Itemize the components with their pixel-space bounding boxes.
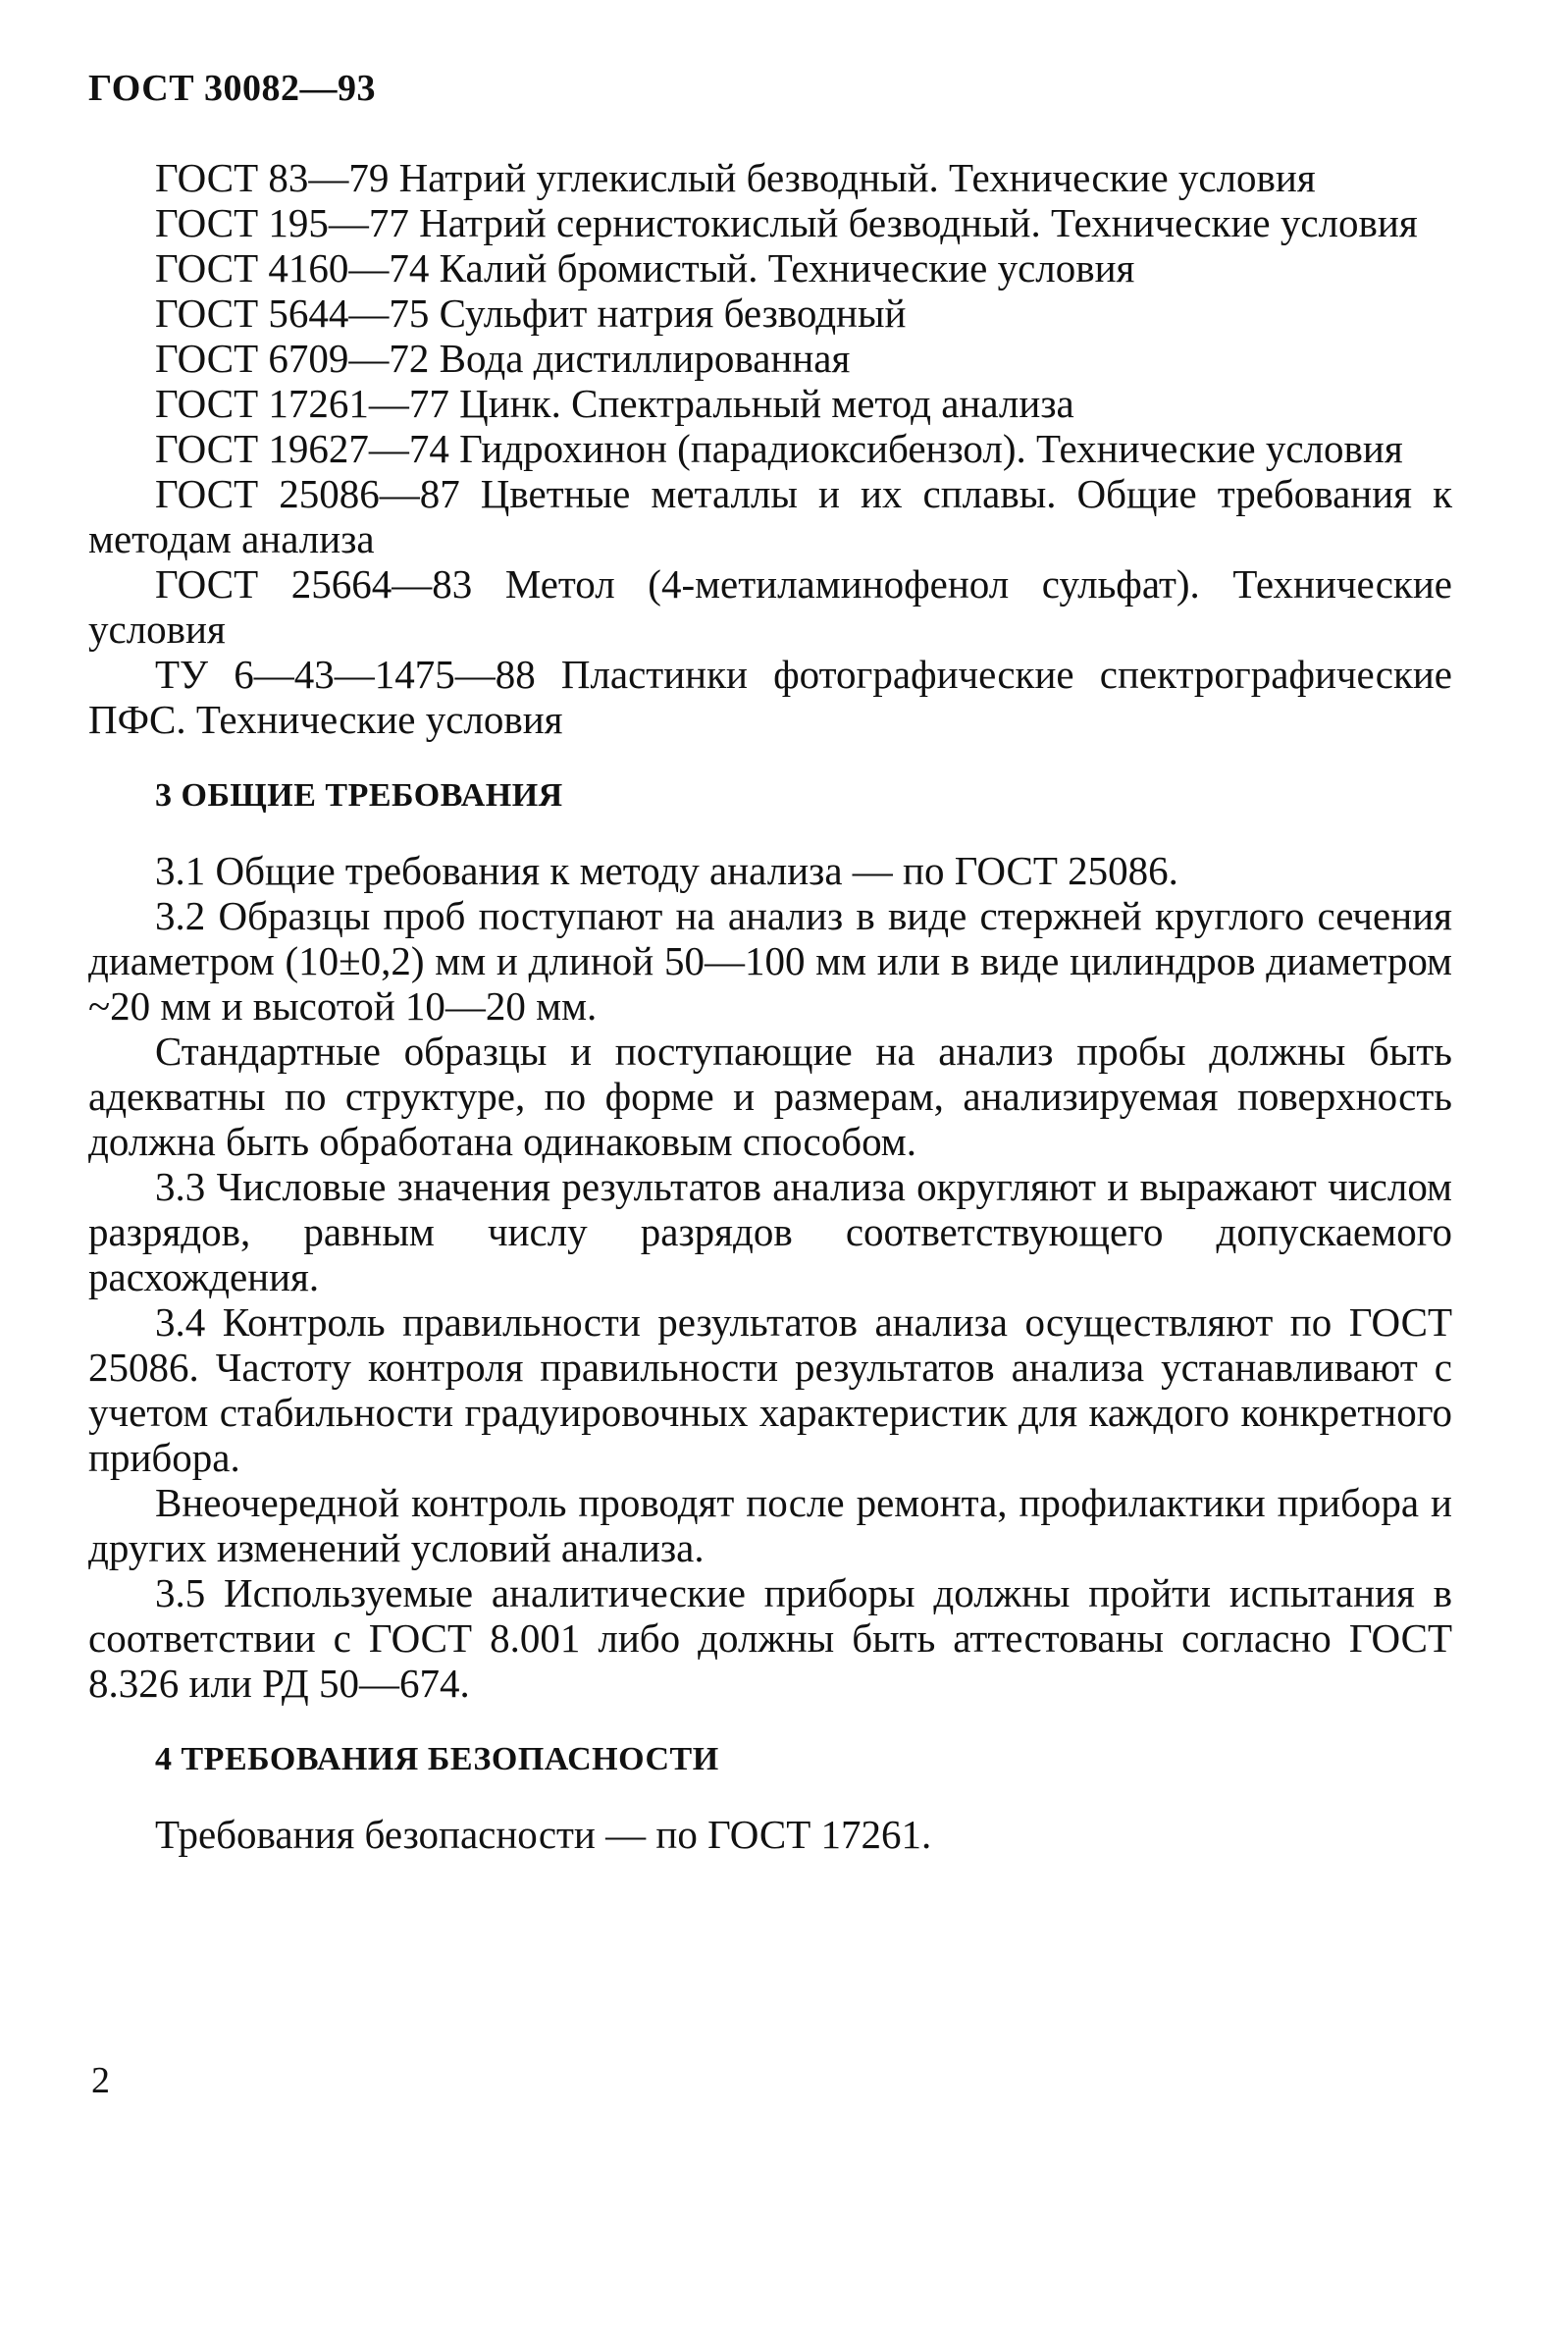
document-header: ГОСТ 30082—93 xyxy=(88,68,377,109)
reference-item: ГОСТ 4160—74 Калий бромистый. Технические условия xyxy=(155,245,1135,291)
paragraph-3-2: 3.2 Образцы проб поступают на анализ в виде стержней круглого сечения диаметром (10±0,2) мм и длиной 50—100 мм или в виде цилиндров диаметром ~20 мм и высотой 10—20 мм. xyxy=(88,893,1452,1029)
reference-item: ГОСТ 5644—75 Сульфит натрия безводный xyxy=(155,291,907,336)
normative-references-list xyxy=(88,155,1452,742)
paragraph-3-2-cont: Стандартные образцы и поступающие на анализ пробы должны быть адекватны по структуре, по форме и размерам, анализируемая поверхность должна быть обработана одинаковым способом. xyxy=(88,1029,1452,1164)
reference-item: ГОСТ 83—79 Натрий углекислый безводный. Технические условия xyxy=(155,155,1316,200)
paragraph-3-4: 3.4 Контроль правильности результатов анализа осуществляют по ГОСТ 25086. Частоту контроля правильности результатов анализа устанавливают с учетом стабильности градуировочных характеристик для каждого конкретного прибора. xyxy=(88,1299,1452,1480)
document-body xyxy=(88,155,1452,1857)
paragraph-3-1: 3.1 Общие требования к методу анализа — по ГОСТ 25086. xyxy=(155,848,1178,893)
reference-item: ГОСТ 195—77 Натрий сернистокислый безводный. Технические условия xyxy=(155,200,1418,245)
reference-item: ГОСТ 19627—74 Гидрохинон (парадиоксибензол). Технические условия xyxy=(155,426,1403,471)
paragraph-3-3: 3.3 Числовые значения результатов анализа округляют и выражают числом разрядов, равным числу разрядов соответствующего допускаемого расхождения. xyxy=(88,1164,1452,1299)
reference-item: ГОСТ 17261—77 Цинк. Спектральный метод анализа xyxy=(155,381,1074,426)
reference-item: ТУ 6—43—1475—88 Пластинки фотографические спектрографические ПФС. Технические условия xyxy=(88,652,1452,742)
section-3-body xyxy=(88,848,1452,1706)
section-4-body xyxy=(88,1812,1452,1857)
paragraph-3-5: 3.5 Используемые аналитические приборы должны пройти испытания в соответствии с ГОСТ 8.001 либо должны быть аттестованы согласно ГОСТ 8.326 или РД 50—674. xyxy=(88,1570,1452,1706)
reference-item: ГОСТ 25086—87 Цветные металлы и их сплавы. Общие требования к методам анализа xyxy=(88,471,1452,561)
paragraph-3-4-cont: Внеочередной контроль проводят после ремонта, профилактики прибора и других изменений условий анализа. xyxy=(88,1480,1452,1570)
reference-item: ГОСТ 25664—83 Метол (4-метиламинофенол сульфат). Технические условия xyxy=(88,561,1452,652)
reference-item: ГОСТ 6709—72 Вода дистиллированная xyxy=(155,336,851,381)
section-3-title: 3 ОБЩИЕ ТРЕБОВАНИЯ xyxy=(155,777,563,814)
paragraph-4: Требования безопасности — по ГОСТ 17261. xyxy=(155,1812,932,1857)
page-number: 2 xyxy=(91,2060,110,2101)
section-4-title: 4 ТРЕБОВАНИЯ БЕЗОПАСНОСТИ xyxy=(155,1741,719,1777)
